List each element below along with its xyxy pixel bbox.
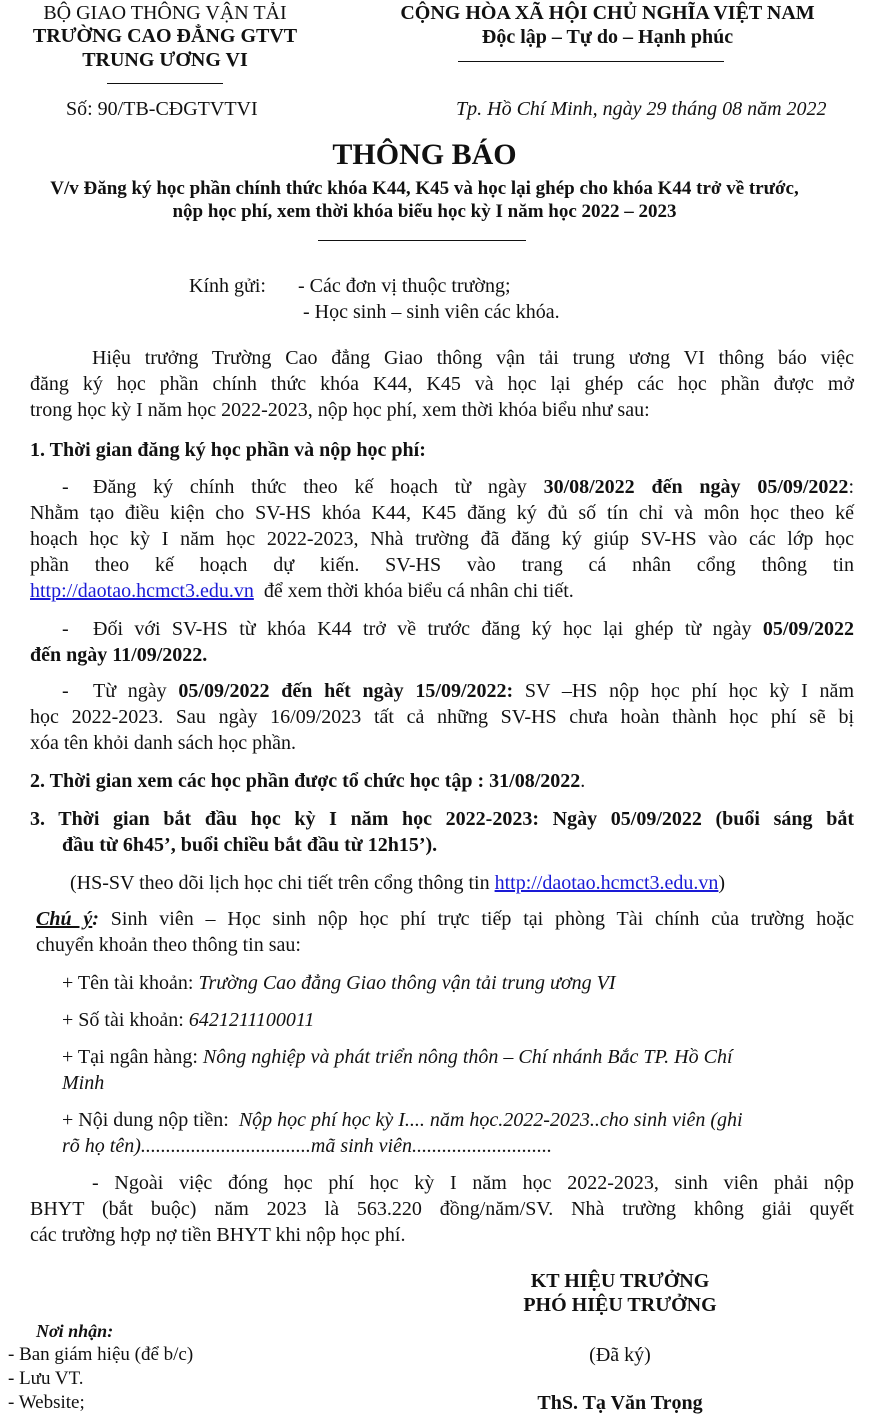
document-title: THÔNG BÁO [332, 138, 517, 171]
section-heading: 1. Thời gian đăng ký học phần và nộp học phí: [30, 439, 426, 461]
distribution-item: - Website; [8, 1392, 85, 1413]
insurance-paragraph-line: BHYT (bắt buộc) năm 2023 là 563.220 đồng/năm/SV. Nhà trường không giải quyết [30, 1198, 854, 1220]
distribution-label: Nơi nhận: [36, 1321, 114, 1341]
bullet-text: học 2022-2023. Sau ngày 16/09/2023 tất cả những SV-HS chưa hoàn thành học phí sẽ bị [30, 706, 854, 728]
insurance-paragraph-line: - Ngoài việc đóng học phí học kỳ I năm học 2022-2023, sinh viên phải nộp [92, 1172, 854, 1194]
nation-name: CỘNG HÒA XÃ HỘI CHỦ NGHĨA VIỆT NAM [400, 2, 815, 24]
portal-link[interactable]: http://daotao.hcmct3.edu.vn [494, 872, 719, 894]
retake-start-date: 05/09/2022 [762, 618, 854, 640]
bullet-dash: - [62, 680, 69, 702]
account-number-row [62, 1009, 314, 1032]
intro-paragraph-line: trong học kỳ I năm học 2022-2023, nộp học phí, xem thời khóa biểu như sau: [30, 399, 650, 421]
bullet-text-plain: để xem thời khóa biểu cá nhân chi tiết. [253, 580, 574, 602]
colon: : [848, 476, 854, 498]
bank-row [62, 1046, 733, 1069]
bullet-text [93, 680, 854, 703]
account-name-label: + Tên tài khoản: [62, 972, 199, 994]
transfer-content-label: + Nội dung nộp tiền: [62, 1109, 239, 1131]
signer-name: ThS. Tạ Văn Trọng [537, 1392, 703, 1414]
bullet-text-plain: Đối với SV-HS từ khóa K44 trở về trước đăng ký học lại ghép từ ngày [93, 618, 763, 640]
document-subject-line1: V/v Đăng ký học phần chính thức khóa K44, K45 và học lại ghép cho khóa K44 trở về trước, [50, 178, 799, 199]
bullet-text-plain: SV –HS nộp học phí học kỳ I năm [513, 680, 854, 702]
recipient-item: - Học sinh – sinh viên các khóa. [303, 301, 560, 323]
bullet-text [93, 476, 854, 499]
document-subject-line2: nộp học phí, xem thời khóa biểu học kỳ I năm học 2022 – 2023 [172, 201, 677, 222]
bullet-text [93, 618, 854, 641]
bullet-text-plain: Từ ngày [93, 680, 179, 702]
schedule-note-text: ) [718, 872, 726, 894]
note-text: Sinh viên – Học sinh nộp học phí trực tiếp tại phòng Tài chính của trường hoặc [98, 908, 855, 930]
signature-title: PHÓ HIỆU TRƯỞNG [523, 1294, 717, 1316]
intro-paragraph-line: Hiệu trưởng Trường Cao đẳng Giao thông vận tải trung ương VI thông báo việc [92, 347, 854, 369]
account-number-label: + Số tài khoản: [62, 1009, 189, 1031]
account-name-row [62, 972, 616, 995]
bank-value: Nông nghiệp và phát triển nông thôn – Chí nhánh Bắc TP. Hồ Chí [202, 1046, 733, 1068]
bullet-text-plain: Đăng ký chính thức theo kế hoạch từ ngày [93, 476, 544, 498]
fee-payment-period: 05/09/2022 đến hết ngày 15/09/2022: [178, 680, 514, 702]
section-heading: đầu từ 6h45’, buổi chiều bắt đầu từ 12h15’). [62, 834, 438, 856]
transfer-content-value: rõ họ tên)..................................mã sinh viên............................ [62, 1135, 552, 1157]
section-heading-text: 2. Thời gian xem các học phần được tổ chức học tập : 31/08/2022 [30, 770, 581, 792]
insurance-paragraph-line: các trường hợp nợ tiền BHYT khi nộp học phí. [30, 1224, 406, 1246]
note-text: chuyển khoản theo thông tin sau: [36, 934, 301, 956]
account-name-value: Trường Cao đẳng Giao thông vận tải trung ương VI [198, 972, 616, 994]
national-motto: Độc lập – Tự do – Hạnh phúc [481, 26, 734, 48]
title-rule [318, 240, 526, 241]
portal-link[interactable]: http://daotao.hcmct3.edu.vn [30, 580, 254, 602]
bullet-dash: - [62, 476, 69, 498]
distribution-item: - Lưu VT. [8, 1368, 84, 1389]
retake-end-date: đến ngày 11/09/2022. [30, 644, 208, 666]
account-number-value: 6421211100011 [188, 1009, 315, 1031]
section-heading [30, 770, 585, 793]
period: . [580, 770, 586, 792]
school-name-line2: TRUNG ƯƠNG VI [82, 49, 248, 71]
note-paragraph [36, 908, 854, 931]
header-left-rule [107, 83, 223, 84]
bullet-text: hoạch học kỳ I năm học 2022-2023, Nhà trường đã đăng ký giúp SV-HS vào các lớp học [30, 528, 854, 550]
section-heading: 3. Thời gian bắt đầu học kỳ I năm học 2022-2023: Ngày 05/09/2022 (buổi sáng bắt [30, 808, 854, 830]
bullet-dash: - [62, 618, 69, 640]
note-colon: : [92, 908, 99, 930]
transfer-content-row [62, 1109, 743, 1132]
bullet-text: Nhằm tạo điều kiện cho SV-HS khóa K44, K45 đăng ký đủ số tín chỉ và môn học theo kế [30, 502, 854, 524]
bullet-text: phần theo kế hoạch dự kiến. SV-HS vào trang cá nhân cổng thông tin [30, 554, 854, 576]
bullet-text: xóa tên khỏi danh sách học phần. [30, 732, 297, 754]
recipient-item: - Các đơn vị thuộc trường; [298, 275, 511, 297]
recipients-label: Kính gửi: [189, 275, 266, 297]
schedule-note [70, 872, 725, 895]
place-and-date: Tp. Hồ Chí Minh, ngày 29 tháng 08 năm 2022 [456, 98, 827, 120]
ministry-name: BỘ GIAO THÔNG VẬN TẢI [43, 2, 287, 24]
school-name-line1: TRƯỜNG CAO ĐẲNG GTVT [32, 25, 298, 47]
bullet-text [30, 580, 574, 603]
signed-mark: (Đã ký) [589, 1344, 651, 1366]
intro-paragraph-line: đăng ký học phần chính thức khóa K44, K45 và học lại ghép các học phần được mở [30, 373, 854, 395]
bank-label: + Tại ngân hàng: [62, 1046, 203, 1068]
document-number: Số: 90/TB-CĐGTVTVI [66, 98, 258, 120]
registration-period: 30/08/2022 đến ngày 05/09/2022 [543, 476, 849, 498]
bank-value: Minh [62, 1072, 105, 1094]
header-right-rule [458, 61, 724, 62]
transfer-content-value: Nộp học phí học kỳ I.... năm học.2022-2023..cho sinh viên (ghi [238, 1109, 743, 1131]
schedule-note-text: (HS-SV theo dõi lịch học chi tiết trên cổng thông tin [70, 872, 495, 894]
distribution-item: - Ban giám hiệu (để b/c) [8, 1344, 194, 1365]
note-label: Chú ý [36, 908, 93, 930]
signature-title: KT HIỆU TRƯỞNG [530, 1270, 710, 1292]
